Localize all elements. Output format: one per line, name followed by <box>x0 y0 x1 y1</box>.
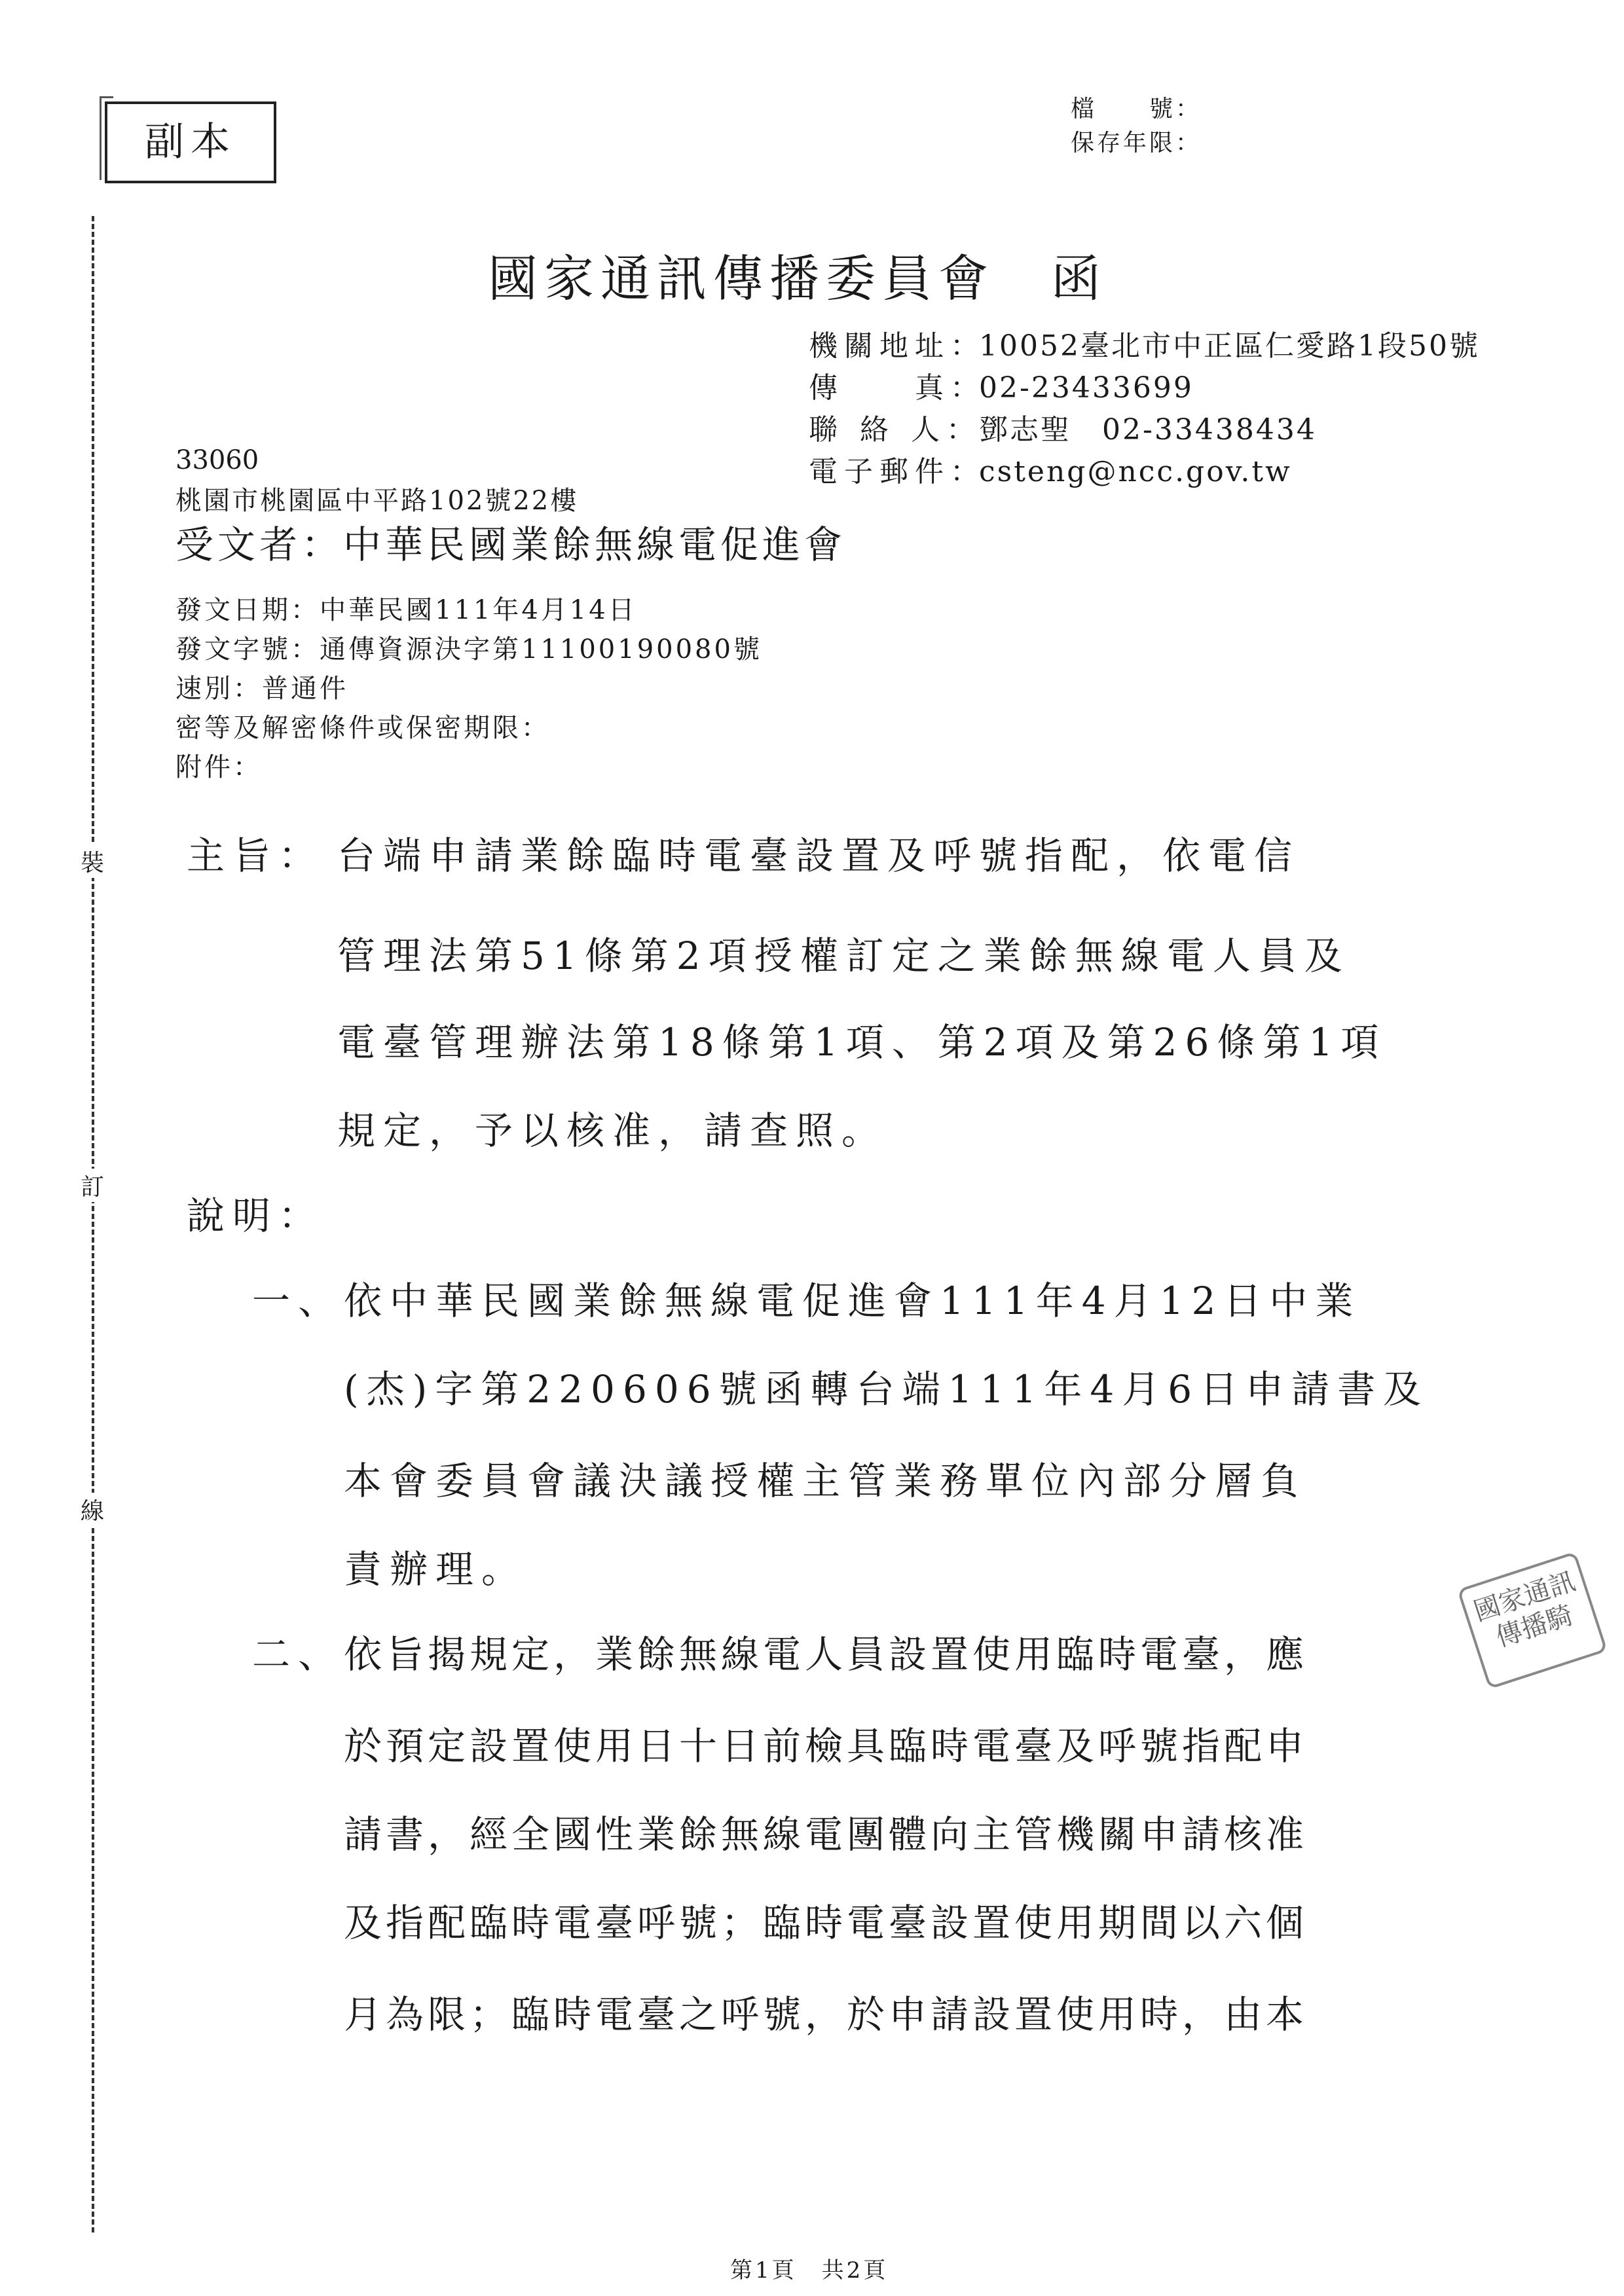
explanation-line: 於預定設置使用日十日前檢具臨時電臺及呼號指配申 <box>344 1724 1308 1768</box>
sender-fax <box>809 364 1194 406</box>
sender-address-value: 10052臺北市中正區仁愛路1段50號 <box>979 329 1480 363</box>
subject-line: 電臺管理辦法第18條第1項、第2項及第26條第1項 <box>337 1020 1387 1065</box>
sender-contact-label: 聯 絡 人： <box>809 413 982 446</box>
sender-address <box>809 322 1480 364</box>
explanation-line: 請書，經全國性業餘無線電團體向主管機關申請核准 <box>344 1812 1308 1857</box>
recipient-address: 桃園市桃園區中平路102號22樓 <box>175 486 579 516</box>
sender-contact-value: 鄧志聖 02-33438434 <box>979 413 1317 446</box>
explanation-label: 說明： <box>187 1194 325 1238</box>
explanation-line: (杰)字第220606號函轉台端111年4月6日申請書及 <box>344 1367 1430 1412</box>
delivery-speed: 速別：普通件 <box>175 674 348 704</box>
copy-stamp: 副本 <box>105 101 276 183</box>
binding-mark: 裝 <box>79 845 106 878</box>
retention-label: 保存年限： <box>1071 130 1202 156</box>
sender-email-value: csteng@ncc.gov.tw <box>979 455 1292 488</box>
attachments: 附件： <box>175 752 262 782</box>
explanation-line: 依旨揭規定，業餘無線電人員設置使用臨時電臺，應 <box>344 1632 1308 1677</box>
page-title: 國家通訊傳播委員會 函 <box>488 249 1107 308</box>
explanation-line: 本會委員會議決議授權主管業務單位內部分層負 <box>344 1459 1307 1503</box>
sender-fax-label: 傳 真： <box>809 371 986 405</box>
recipient-line: 受文者：中華民國業餘無線電促進會 <box>175 522 847 567</box>
subject-line: 台端申請業餘臨時電臺設置及呼號指配，依電信 <box>337 833 1301 878</box>
sender-address-label: 機關地址： <box>809 329 986 363</box>
item-marker: 二、 <box>252 1632 344 1677</box>
issue-date: 發文日期：中華民國111年4月14日 <box>175 595 637 625</box>
subject-label: 主旨： <box>187 833 325 878</box>
subject-line: 管理法第51條第2項授權訂定之業餘無線電人員及 <box>337 934 1350 978</box>
explanation-line: 月為限；臨時電臺之呼號，於申請設置使用時，由本 <box>344 1992 1308 2037</box>
received-seal: 國家通訊傳播騎 <box>1457 1552 1608 1690</box>
page-number: 第1頁 共2頁 <box>730 2257 889 2284</box>
binding-line <box>92 216 94 2232</box>
sender-fax-value: 02-23433699 <box>979 371 1194 405</box>
explanation-line: 及指配臨時電臺呼號；臨時電臺設置使用期間以六個 <box>344 1901 1308 1945</box>
sender-email-label: 電子郵件： <box>809 455 986 488</box>
binding-mark: 訂 <box>79 1169 106 1202</box>
explanation-line: 責辦理。 <box>344 1547 528 1592</box>
document-number: 發文字號：通傳資源決字第11100190080號 <box>175 634 762 665</box>
sender-contact <box>809 406 1317 448</box>
sender-email <box>809 448 1292 490</box>
item-marker: 一、 <box>252 1279 344 1323</box>
secrecy-level: 密等及解密條件或保密期限： <box>175 713 550 743</box>
subject-line: 規定，予以核准，請查照。 <box>337 1108 888 1153</box>
binding-mark: 線 <box>79 1493 106 1526</box>
recipient-postcode: 33060 <box>175 445 259 475</box>
explanation-line: 依中華民國業餘無線電促進會111年4月12日中業 <box>344 1279 1361 1323</box>
file-number-label: 檔 號： <box>1071 96 1202 122</box>
